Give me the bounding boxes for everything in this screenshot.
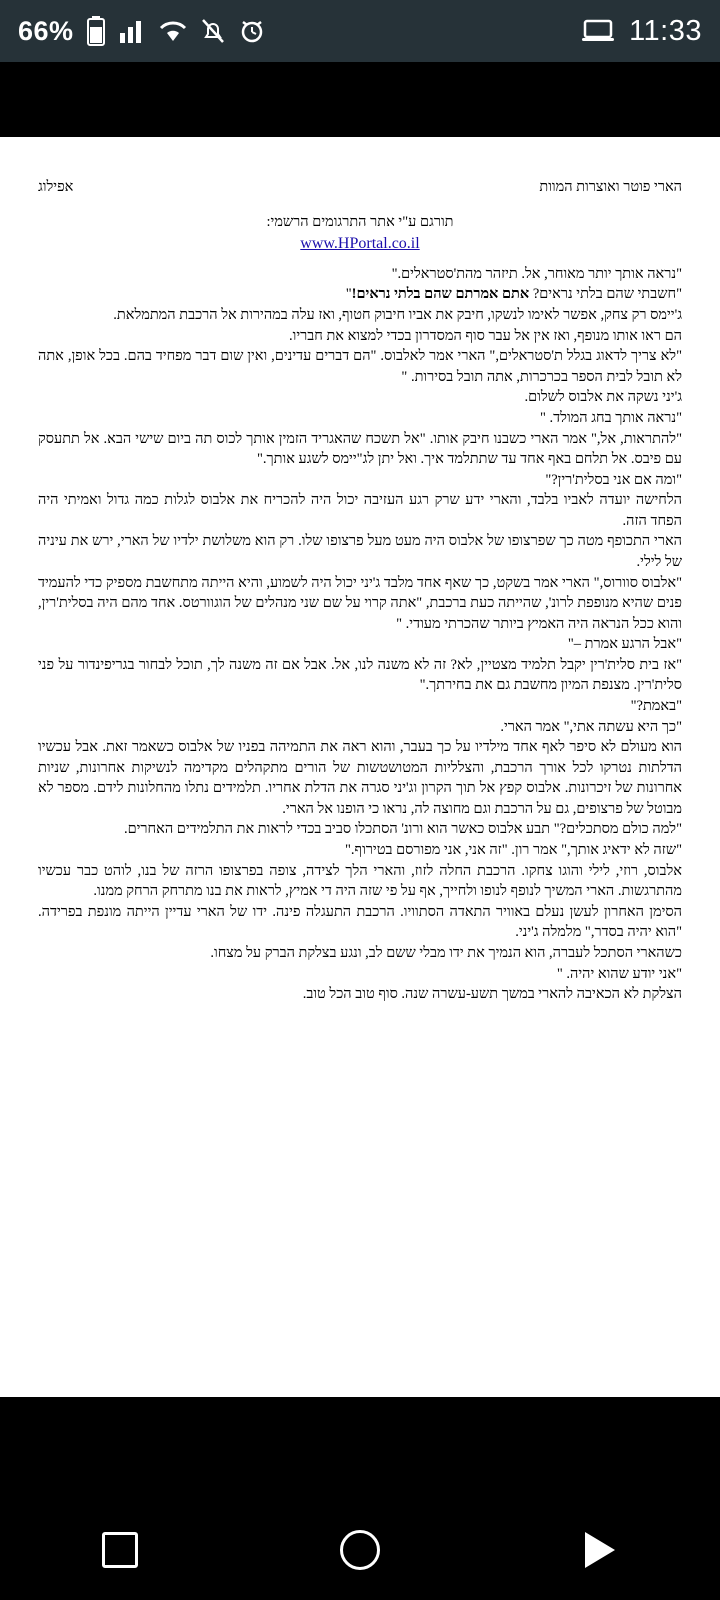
wifi-icon (158, 18, 188, 44)
back-button[interactable] (555, 1520, 645, 1580)
document-paragraph: ג'יימס רק צחק, אפשר לאימו לנשקו, חיבק את אביו חיבוק חטוף, ואז עלה במהירות אל הרכבת המתמלאת. (113, 307, 682, 324)
document-paragraph: הם ראו אותו מנופף, ואז אין אל עבר סוף המסדרון בכדי למצוא את חבריו. (289, 327, 682, 344)
top-black-gap (0, 62, 720, 137)
document-paragraph: "נראה אותך יותר מאוחר, אל. תיזהר מהת'סטראלים." (391, 265, 682, 282)
status-bar-left (18, 16, 581, 47)
document-paragraph: ג'יני נשקה את אלבוס לשלום. (524, 389, 682, 406)
document-paragraph: הסימן האחרון לעשן נעלם באוויר התאדה הסתוויו. הרכבת התעגלה פינה. ידו של הארי עדיין הייתה מונפת בפרידה. "הוא יהיה בסדר," מלמלה ג'יני. (38, 903, 682, 941)
recents-button[interactable] (75, 1520, 165, 1580)
document-paragraph: "שזה לא ידאיג אותך," אמר רון. "זה אני, אני מפורסם בטירוף." (345, 842, 682, 859)
document-paragraph: "באמת?" (630, 698, 682, 715)
status-bar-clock: 11:33 (629, 14, 702, 47)
battery-percent-label: 66% (18, 15, 74, 46)
document-paragraph: "ומה אם אני בסלית'רין?" (545, 471, 682, 488)
bell-off-icon (200, 17, 226, 45)
battery-icon (86, 16, 106, 46)
status-bar (0, 0, 720, 62)
document-paragraph: "נראה אותך בחג המולד. " (540, 409, 682, 426)
document-paragraph: "למה כולם מסתכלים?" תבע אלבוס כאשר הוא ורונ' הסתכלו סביב בכדי לראות את התלמידים האחרים. (123, 821, 682, 838)
document-paragraph: "להתראות, אל," אמר הארי כשבנו חיבק אותו. "אל תשכח שהאגריד הזמין אותך לכוס תה ביום שישי הבא. אל תתעסק עם פיבס. אל תלחם באף אחד עד שתתלמד איך. ואל יתן לג"יימס לשגע אותך." (38, 430, 682, 468)
document-paragraph: כשהארי הסתכל לעברה, הוא הנמיך את ידו מבלי ששם לב, ונגע בצלקת הברק על מצחו. (210, 944, 682, 961)
home-circle-icon (340, 1530, 380, 1570)
document-header (38, 177, 682, 198)
document-paragraph: "אבל הרגע אמרת –" (567, 636, 682, 653)
status-bar-right (581, 15, 702, 48)
document-paragraph: הוא מעולם לא סיפר לאף אחד מילדיו על כך בעבר, והוא ראה את התמיהה בפניו של אלבוס כשאמר זאת. אבל עכשיו הדלתות נטרקו לכל אורך הרכבת, והצלליות המטושטשות של הורים מתקהלים מקדימה לנשיקות אחרונות, שניות אחרונות של זיכרונות. אלבוס קפץ אל תוך הקרון וג'יני סגרה את הדלת אחריו. תלמידים נתלו מהחלונות לידם. מספר לא מבוטל של פרצופים, גם על הרכבת וגם מחוצה לה, נראו כי הופנו אל הארי. (38, 739, 682, 817)
document-header-chapter: אפילוג (38, 179, 74, 195)
recents-square-icon (102, 1532, 138, 1568)
document-paragraph: הארי התכופף מטה כך שפרצופו של אלבוס היה מעט מעל פרצופו שלו. רק הוא משלושת ילדיו של הארי, ירש את עיניה של לילי. (38, 533, 682, 570)
back-triangle-icon (585, 1532, 615, 1568)
laptop-icon (581, 18, 615, 44)
document-paragraph: "חשבתי שהם בלתי נראים? אתם אמרתם שהם בלתי נראים!" (345, 286, 682, 303)
alarm-clock-icon (238, 17, 266, 45)
document-header-title: הארי פוטר ואוצרות המוות (539, 179, 682, 195)
translator-link[interactable]: www.HPortal.co.il (300, 235, 420, 253)
document-paragraph: אלבוס, רוזי, לילי והוגו צחקו. הרכבת החלה לזוז, והארי הלך לצידה, צופה בפרצופו הרזה של בנו, לוהט כבר עכשיו מהתרגשות. הארי המשיך לנופף לנופו ולחייך, אף על פי שזה היה די אמיץ, לראות את בנו מתרחק הרחק ממנו. (38, 862, 682, 900)
android-nav-bar (0, 1500, 720, 1600)
document-page[interactable] (0, 137, 720, 1397)
home-button[interactable] (315, 1520, 405, 1580)
document-paragraph: "אני יודע שהוא יהיה. " (556, 965, 682, 982)
document-paragraph: הלחישה יועדה לאביו בלבד, והארי ידע שרק רגע העזיבה יכול היה להכריח את אלבוס לגלות כמה גדול ואמיתי היה הפחד הזה. (38, 492, 682, 529)
document-paragraph: "אלבוס סוורוס," הארי אמר בשקט, כך שאף אחד מלבד ג'יני יכול היה לשמוע, והיא הייתה מתחשבת מספיק כדי להעמיד פנים שהיא מנופפת לרונ', שהייתה כעת ברכבת, "אתה קרוי על שם שני מנהלים של הוגוורטס. אחד מהם היה בסלית'רין, והוא ככל הנראה היה האמיץ ביותר שהכרתי מעודי. " (38, 574, 682, 632)
translator-credit: תורגם ע"י אתר התרגומים הרשמי: (266, 213, 454, 230)
document-paragraph: הצלקת לא הכאיבה להארי במשך תשע-עשרה שנה. סוף טוב הכל טוב. (302, 986, 682, 1003)
document-paragraph: "לא צריך לדאוג בגלל ת'סטראלים," הארי אמר לאלבוס. "הם דברים עדינים, ואין שום דבר מפחיד בהם. בכל אופן, אתה לא תובל לבית הספר בכרכרות, אתה תובל בסירות. " (38, 348, 682, 385)
document-body (38, 264, 682, 1005)
document-paragraph: "כך היא עשתה אתי," אמר הארי. (500, 718, 682, 735)
document-paragraph: "אז בית סלית'רין יקבל תלמיד מצטיין, לא? זה לא משנה לנו, אל. אבל אם זה משנה לך, תוכל לבחור בגריפינדור על פני סלית'רין. מצנפת המיון מחשבת גם את בחירתך." (38, 656, 682, 694)
signal-bars-icon (118, 17, 146, 45)
